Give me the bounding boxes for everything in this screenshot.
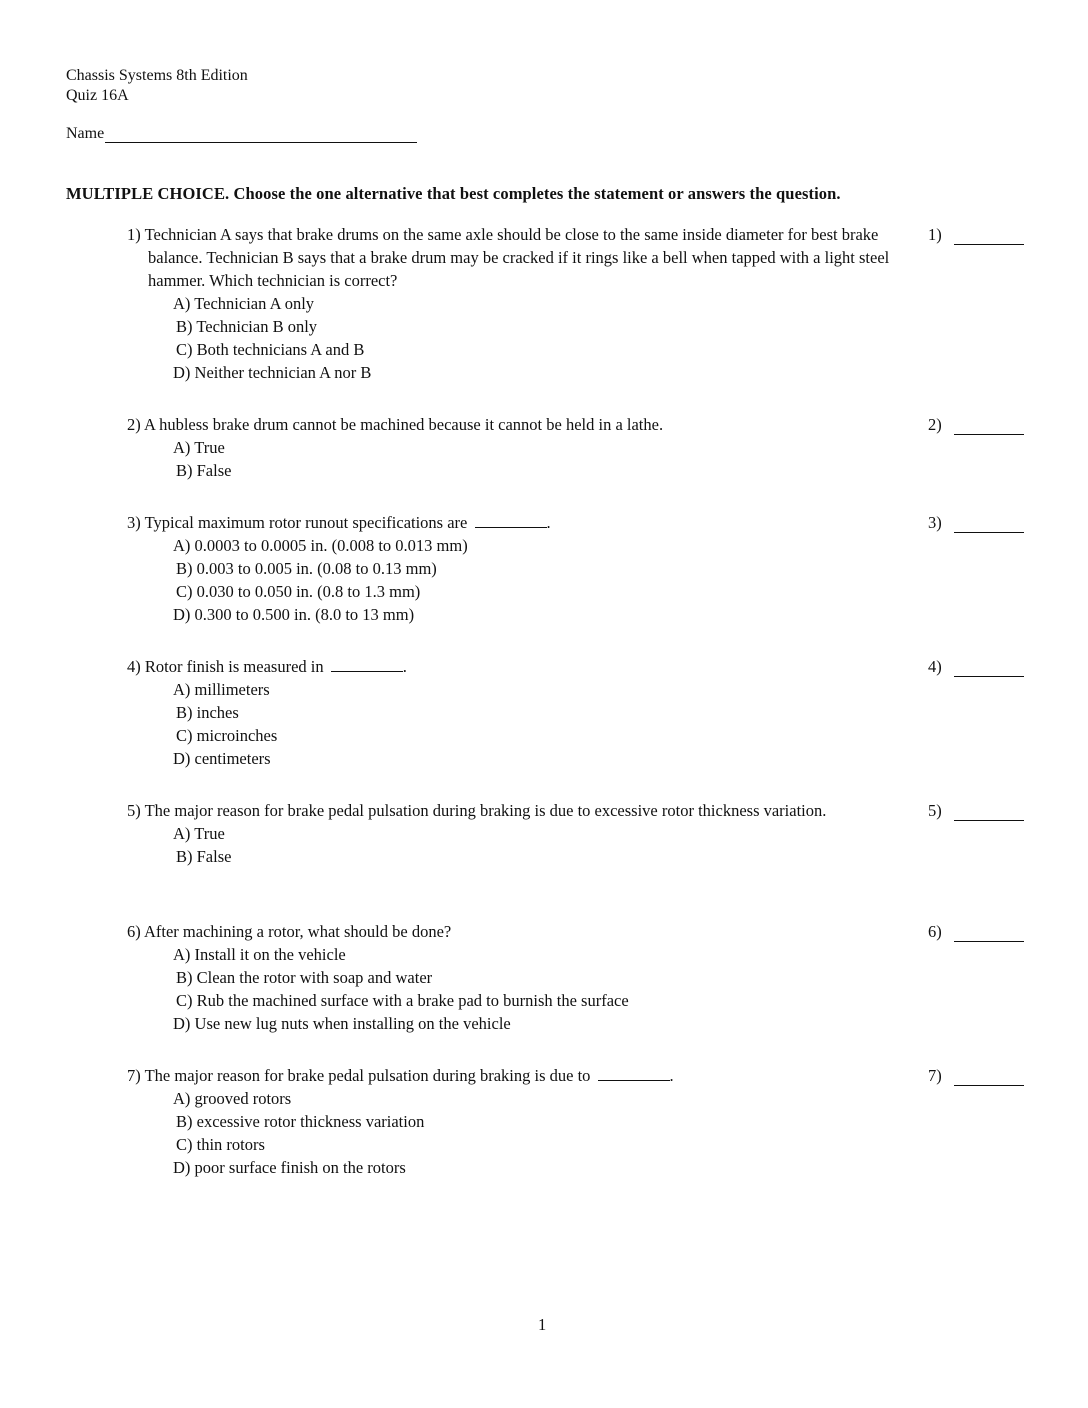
option-d: D) centimeters (173, 749, 271, 768)
option-d: D) Use new lug nuts when installing on the vehicle (173, 1014, 511, 1033)
answer-label: 2) (928, 415, 942, 434)
answer-slot-2 (928, 415, 1024, 435)
option-a: A) Technician A only (173, 294, 315, 313)
option-a: A) Install it on the vehicle (173, 945, 346, 964)
option-b: B) Technician B only (176, 317, 318, 336)
question-stem: 3) Typical maximum rotor runout specifications are . (127, 513, 551, 532)
page-number: 1 (538, 1315, 547, 1334)
name-label: Name (66, 125, 105, 142)
option-c: C) Rub the machined surface with a brake pad to burnish the surface (176, 991, 629, 1010)
answer-blank[interactable] (954, 228, 1024, 245)
answer-blank[interactable] (954, 516, 1024, 533)
answer-label: 3) (928, 513, 942, 532)
answer-blank[interactable] (954, 804, 1024, 821)
option-d: D) Neither technician A nor B (173, 363, 372, 382)
answer-slot-5 (928, 801, 1024, 821)
document-header (66, 66, 248, 106)
question-4 (127, 655, 927, 770)
question-stem: 2) A hubless brake drum cannot be machined because it cannot be held in a lathe. (127, 415, 664, 434)
question-5 (127, 799, 927, 868)
answer-slot-1 (928, 225, 1024, 245)
option-d: D) 0.300 to 0.500 in. (8.0 to 13 mm) (173, 605, 415, 624)
fill-in-blank (331, 657, 403, 672)
fill-in-blank (598, 1066, 670, 1081)
answer-blank[interactable] (954, 660, 1024, 677)
fill-in-blank (475, 513, 547, 528)
answer-label: 6) (928, 922, 942, 941)
question-stem: 7) The major reason for brake pedal pulsation during braking is due to . (127, 1066, 674, 1085)
answer-label: 1) (928, 225, 942, 244)
option-b: B) False (176, 847, 232, 866)
answer-label: 7) (928, 1066, 942, 1085)
question-stem: 1) Technician A says that brake drums on the same axle should be close to the same inside diameter for best brake balance. Technician B says that a brake drum may be cracked if it rings like a bell when tapped with a light steel hammer. Which technician is correct? (127, 225, 890, 290)
answer-slot-6 (928, 922, 1024, 942)
section-instructions: MULTIPLE CHOICE. Choose the one alternative that best completes the statement or answers the question. (66, 184, 841, 203)
answer-blank[interactable] (954, 925, 1024, 942)
option-a: A) True (173, 824, 225, 843)
answer-blank[interactable] (954, 418, 1024, 435)
question-1 (127, 223, 927, 384)
answer-slot-4 (928, 657, 1024, 677)
answer-slot-3 (928, 513, 1024, 533)
option-c: C) Both technicians A and B (176, 340, 365, 359)
option-b: B) 0.003 to 0.005 in. (0.08 to 0.13 mm) (176, 559, 437, 578)
answer-blank[interactable] (954, 1069, 1024, 1086)
question-stem: 6) After machining a rotor, what should be done? (127, 922, 452, 941)
option-d: D) poor surface finish on the rotors (173, 1158, 406, 1177)
option-a: A) True (173, 438, 225, 457)
question-stem: 4) Rotor finish is measured in . (127, 657, 407, 676)
option-c: C) microinches (176, 726, 278, 745)
question-3 (127, 511, 927, 626)
question-2 (127, 413, 927, 482)
option-c: C) thin rotors (176, 1135, 265, 1154)
option-b: B) inches (176, 703, 239, 722)
option-b: B) excessive rotor thickness variation (176, 1112, 425, 1131)
option-b: B) False (176, 461, 232, 480)
option-a: A) 0.0003 to 0.0005 in. (0.008 to 0.013 mm) (173, 536, 468, 555)
answer-label: 5) (928, 801, 942, 820)
answer-slot-7 (928, 1066, 1024, 1086)
name-blank-line[interactable] (105, 124, 417, 143)
answer-label: 4) (928, 657, 942, 676)
option-c: C) 0.030 to 0.050 in. (0.8 to 1.3 mm) (176, 582, 421, 601)
question-stem: 5) The major reason for brake pedal pulsation during braking is due to excessive rotor thickness variation. (127, 801, 827, 820)
course-title: Chassis Systems 8th Edition (66, 67, 248, 84)
option-a: A) grooved rotors (173, 1089, 292, 1108)
option-b: B) Clean the rotor with soap and water (176, 968, 433, 987)
question-6 (127, 920, 927, 1035)
name-field-row (66, 124, 417, 143)
quiz-title: Quiz 16A (66, 87, 129, 104)
question-7 (127, 1064, 927, 1179)
option-a: A) millimeters (173, 680, 270, 699)
